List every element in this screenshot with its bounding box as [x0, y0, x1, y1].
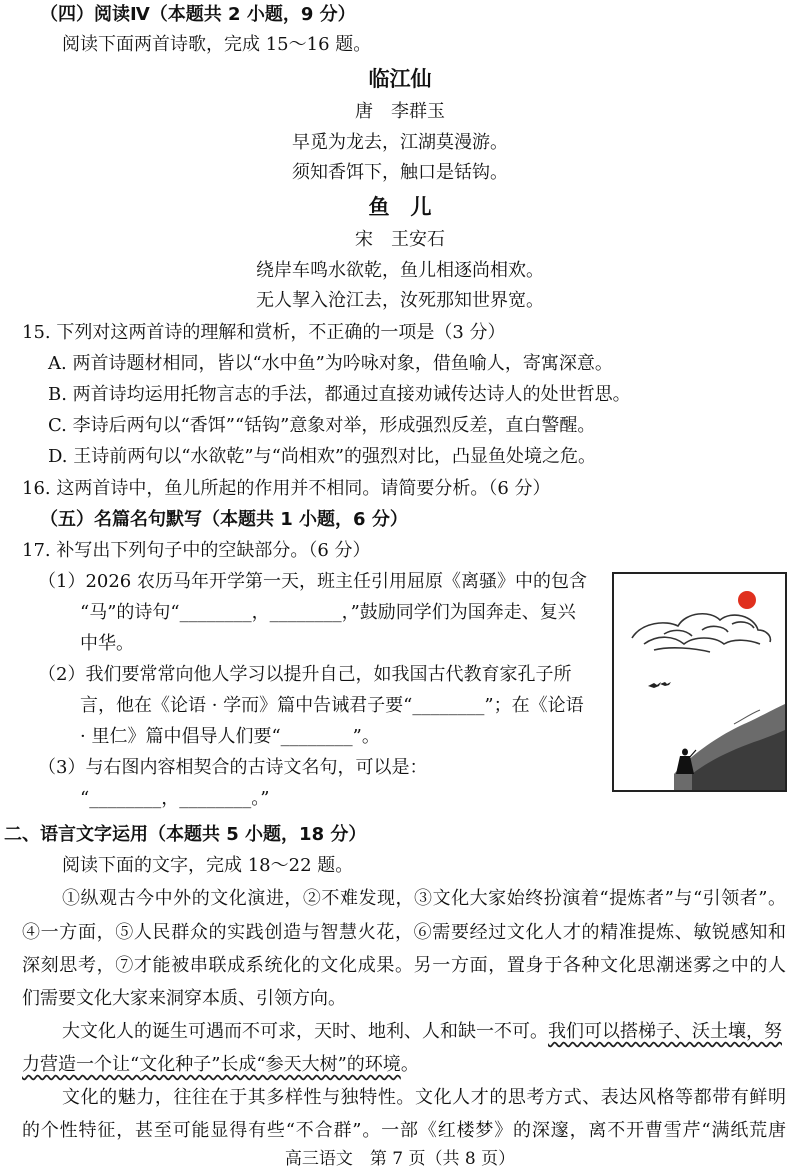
- option-a: A. 两首诗题材相同，皆以“水中鱼”为吟咏对象，借鱼喻人，寄寓深意。: [48, 353, 613, 374]
- passage-text: 大文化人的诞生可遇而不可求，天时、地利、人和缺一不可。: [62, 1021, 548, 1042]
- passage-line: [62, 1019, 786, 1045]
- question-text: “马”的诗句“________，________，”鼓励同学们为国奔走、复兴: [80, 602, 576, 623]
- instruction: 阅读下面的文字，完成 18～22 题。: [62, 855, 354, 876]
- mountain-ridge: [674, 704, 785, 790]
- landscape-illustration: [614, 574, 785, 790]
- passage-line: 们需要文化大家来洞穿本质、引领方向。: [22, 988, 346, 1009]
- question-stem: 15. 下列对这两首诗的理解和赏析，不正确的一项是（3 分）: [22, 322, 506, 343]
- question-text: 言，他在《论语 · 学而》篇中告诫君子要“________”；在《论语: [80, 695, 584, 716]
- passage-line: 文化的魅力，往往在于其多样性与独特性。文化人才的思考方式、表达风格等都带有鲜明: [62, 1087, 786, 1108]
- question-text: （1）2026 农历马年开学第一天，班主任引用屈原《离骚》中的包含: [38, 571, 587, 592]
- poem-title: 临江仙: [368, 67, 432, 91]
- passage-line: 的个性特征，甚至可能显得有些“不合群”。一部《红楼梦》的深邃，离不开曹雪芹“满纸荒唐: [22, 1120, 786, 1141]
- question-text: “________，________。”: [80, 788, 270, 809]
- section-heading: （四）阅读Ⅳ（本题共 2 小题，9 分）: [40, 4, 356, 25]
- option-d: D. 王诗前两句以“水欲乾”与“尚相欢”的强烈对比，凸显鱼处境之危。: [48, 446, 597, 467]
- passage-line: 深刻思考，⑦才能被串联成系统化的文化成果。另一方面，置身于各种文化思潮迷雾之中的人: [22, 955, 786, 976]
- poem-author: 唐 李群玉: [355, 101, 445, 122]
- section-heading: 二、语言文字运用（本题共 5 小题，18 分）: [4, 824, 367, 845]
- passage-text: 。: [400, 1054, 419, 1075]
- page-footer: 高三语文 第 7 页（共 8 页）: [284, 1149, 516, 1169]
- ink-painting-figure: [612, 572, 787, 792]
- flying-birds: [648, 682, 671, 688]
- question-text: 中华。: [80, 633, 134, 654]
- question-stem: 16. 这两首诗中，鱼儿所起的作用并不相同。请简要分析。（6 分）: [22, 478, 551, 499]
- section-heading: （五）名篇名句默写（本题共 1 小题，6 分）: [40, 509, 408, 530]
- passage-line: ①纵观古今中外的文化演进，②不难发现，③文化大家始终扮演着“提炼者”与“引领者”。: [62, 888, 786, 909]
- question-stem: 17. 补写出下列句子中的空缺部分。（6 分）: [22, 540, 371, 561]
- cloud-swirl: [632, 614, 770, 652]
- option-b: B. 两首诗均运用托物言志的手法，都通过直接劝诫传达诗人的处世哲思。: [48, 384, 631, 405]
- poem-line: 绕岸车鸣水欲乾，鱼儿相逐尚相欢。: [256, 260, 544, 281]
- question-text: （2）我们要常常向他人学习以提升自己，如我国古代教育家孔子所: [38, 664, 572, 685]
- question-text: （3）与右图内容相契合的古诗文名句，可以是：: [38, 757, 428, 778]
- red-sun: [738, 591, 756, 609]
- question-text: · 里仁》篇中倡导人们要“________”。: [80, 726, 380, 747]
- poem-author: 宋 王安石: [355, 229, 445, 250]
- poem-title: 鱼 儿: [368, 195, 432, 219]
- poem-line: 须知香饵下，触口是铦钩。: [292, 162, 508, 183]
- instruction: 阅读下面两首诗歌，完成 15～16 题。: [62, 34, 372, 55]
- poem-line: 早觅为龙去，江湖莫漫游。: [292, 132, 508, 153]
- poem-line: 无人挈入沧江去，汝死那知世界宽。: [256, 290, 544, 311]
- passage-line: [22, 1052, 419, 1078]
- underlined-sentence: 力营造一个让“文化种子”长成“参天大树”的环境: [22, 1054, 401, 1075]
- underlined-sentence: 我们可以搭梯子、沃土壤，努: [548, 1021, 782, 1042]
- passage-line: ④一方面，⑤人民群众的实践创造与智慧火花，⑥需要经过文化人才的精准提炼、敏锐感知和: [22, 922, 786, 943]
- option-c: C. 李诗后两句以“香饵”“铦钩”意象对举，形成强烈反差，直白警醒。: [48, 415, 596, 436]
